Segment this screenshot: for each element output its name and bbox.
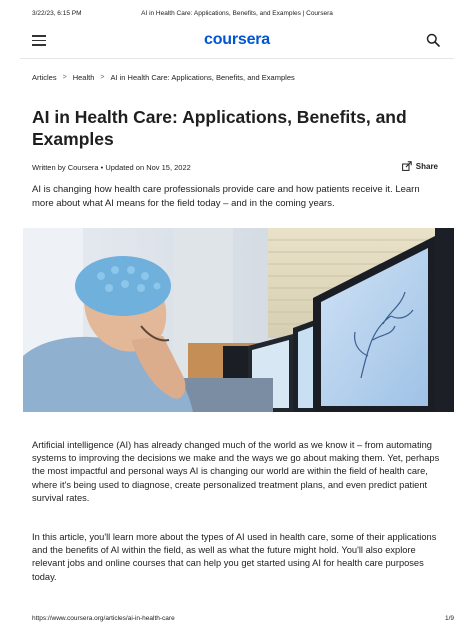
print-header [0,0,474,22]
chevron-right-icon: > [62,74,67,81]
print-footer [0,610,474,630]
print-doc-title: AI in Health Care: Applications, Benefits, and Examples | Coursera [141,10,333,17]
breadcrumb [32,73,295,82]
coursera-logo[interactable]: coursera [204,31,270,48]
hero-illustration [23,228,454,412]
article-paragraph: Artificial intelligence (AI) has already changed much of the world as we know it – from automating systems to improving the decisions we make and the ways we go about making them. Yet, perhaps the most impactful and personal ways AI is changing our world are within the field of health care, where it's being used to diagnose, create personalized treatment plans, and even predict patient survival rates. [32,440,440,503]
hero-image [23,228,454,412]
page-title: AI in Health Care: Applications, Benefits, and Examples [32,107,407,149]
article-paragraph: In this article, you'll learn more about the types of AI used in health care, some of their applications and the benefits of AI within the field, as well as what the future might hold. You'll also explore relevant jobs and online courses that can help you get started using AI for health care purposes today. [32,532,437,582]
share-label: Share [415,161,438,171]
breadcrumb-health[interactable]: Health [72,73,95,82]
print-url: https://www.coursera.org/articles/ai-in-health-care [32,615,175,622]
article-intro: AI is changing how health care professionals provide care and how patients receive it. Learn more about what AI means for the field today – and in the coming years. [32,184,420,209]
breadcrumb-articles[interactable]: Articles [32,73,57,82]
share-button[interactable] [402,161,438,171]
share-icon [402,161,412,171]
breadcrumb-current: AI in Health Care: Applications, Benefits, and Examples [110,73,295,82]
chevron-right-icon: > [100,74,105,81]
print-page-number: 1/9 [444,615,454,622]
top-navigation [20,22,454,59]
print-datetime: 3/22/23, 6:15 PM [32,10,82,17]
article-byline: Written by Coursera • Updated on Nov 15, 2022 [32,163,191,172]
search-icon[interactable] [426,33,440,47]
